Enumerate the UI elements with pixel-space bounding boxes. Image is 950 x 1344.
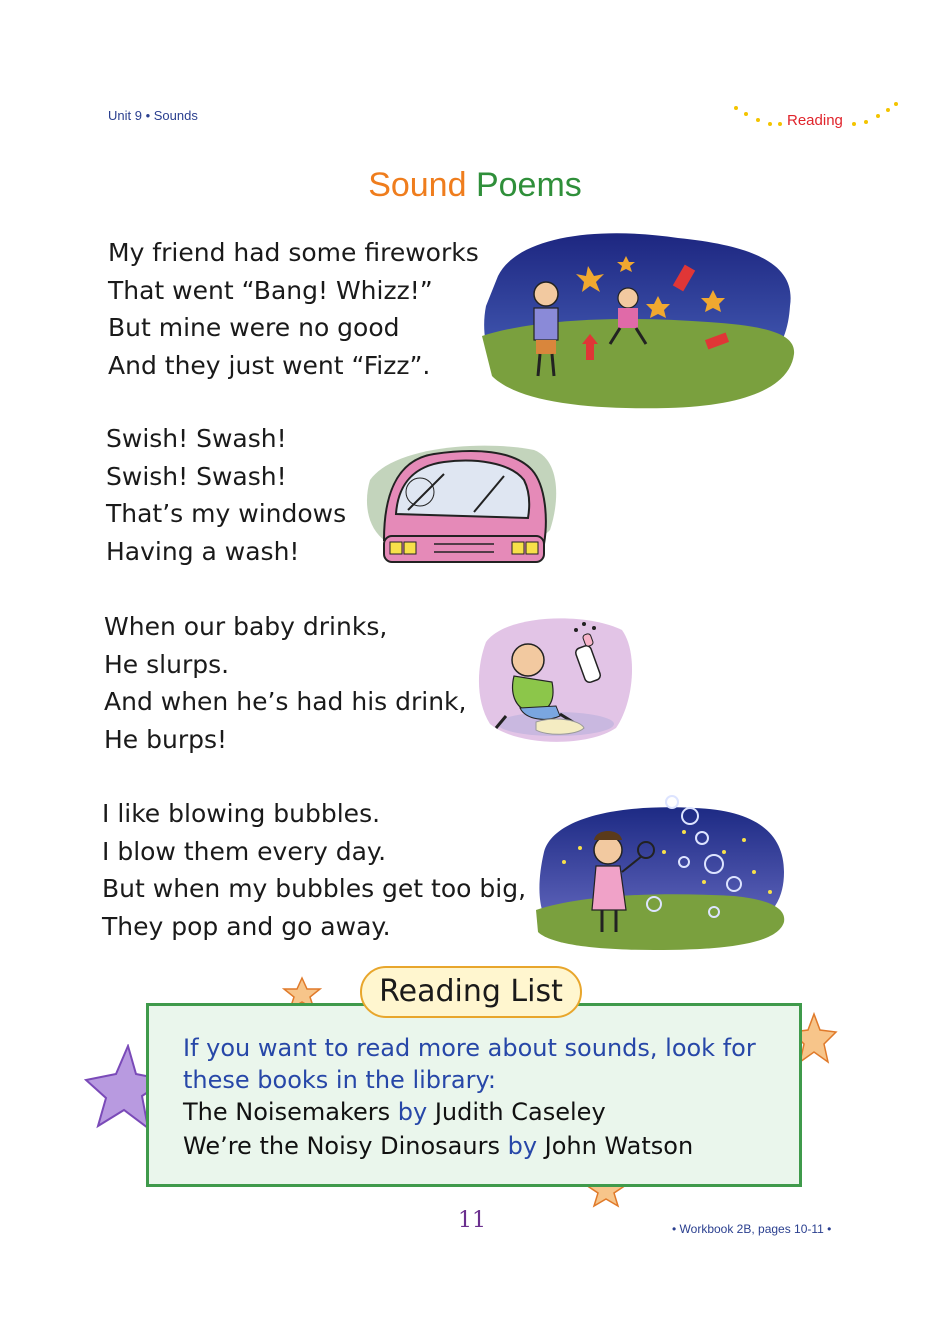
girl-blowing-bubbles-illustration (534, 792, 788, 950)
car-windscreen-wipers-illustration (364, 440, 560, 570)
reading-list-intro (183, 1032, 756, 1096)
by-word: by (397, 1098, 428, 1126)
section-label: Reading (787, 112, 843, 129)
poem-windows (106, 420, 346, 570)
poem-fireworks (108, 234, 479, 384)
poem-line: And they just went “Fizz”. (108, 350, 431, 380)
poem-line: And when he’s had his drink, (104, 687, 467, 716)
page-number: 11 (458, 1208, 486, 1233)
poem-line: That’s my windows (106, 499, 347, 528)
poem-line: My friend had some fireworks (108, 238, 479, 267)
reading-list-intro-line: If you want to read more about sounds, look for (183, 1034, 756, 1062)
reading-list-intro-line: these books in the library: (183, 1066, 496, 1094)
poem-line: Having a wash! (106, 536, 300, 566)
fireworks-illustration (478, 226, 802, 412)
book-author: John Watson (544, 1132, 694, 1160)
reading-list-box (146, 1003, 802, 1187)
poem-line: Swish! Swash! (106, 424, 287, 453)
page-title (0, 166, 950, 205)
book-entry (183, 1096, 606, 1128)
title-word-poems: Poems (475, 166, 582, 204)
poem-line: I blow them every day. (102, 836, 387, 866)
poem-line: They pop and go away. (102, 911, 391, 941)
poem-line: But when my bubbles get too big, (102, 874, 527, 903)
poem-baby (104, 608, 466, 758)
poem-line: He burps! (104, 724, 228, 754)
book-title: We’re the Noisy Dinosaurs (183, 1132, 500, 1160)
poem-line: But mine were no good (108, 313, 400, 342)
poem-bubbles (102, 795, 526, 945)
poem-line: That went “Bang! Whizz!” (108, 275, 433, 305)
book-entry (183, 1130, 693, 1162)
unit-label: Unit 9 • Sounds (108, 108, 198, 123)
poem-line: I like blowing bubbles. (102, 799, 381, 828)
by-word: by (507, 1132, 538, 1160)
poem-line: Swish! Swash! (106, 461, 287, 491)
baby-with-bottle-illustration (476, 612, 636, 748)
title-word-sound: Sound (368, 166, 467, 204)
book-author: Judith Caseley (434, 1098, 606, 1126)
book-title: The Noisemakers (183, 1098, 391, 1126)
poem-line: When our baby drinks, (104, 612, 388, 641)
workbook-reference: • Workbook 2B, pages 10-11 • (672, 1222, 832, 1236)
poem-line: He slurps. (104, 649, 230, 679)
section-tag (730, 100, 900, 140)
reading-list-title: Reading List (360, 966, 582, 1018)
